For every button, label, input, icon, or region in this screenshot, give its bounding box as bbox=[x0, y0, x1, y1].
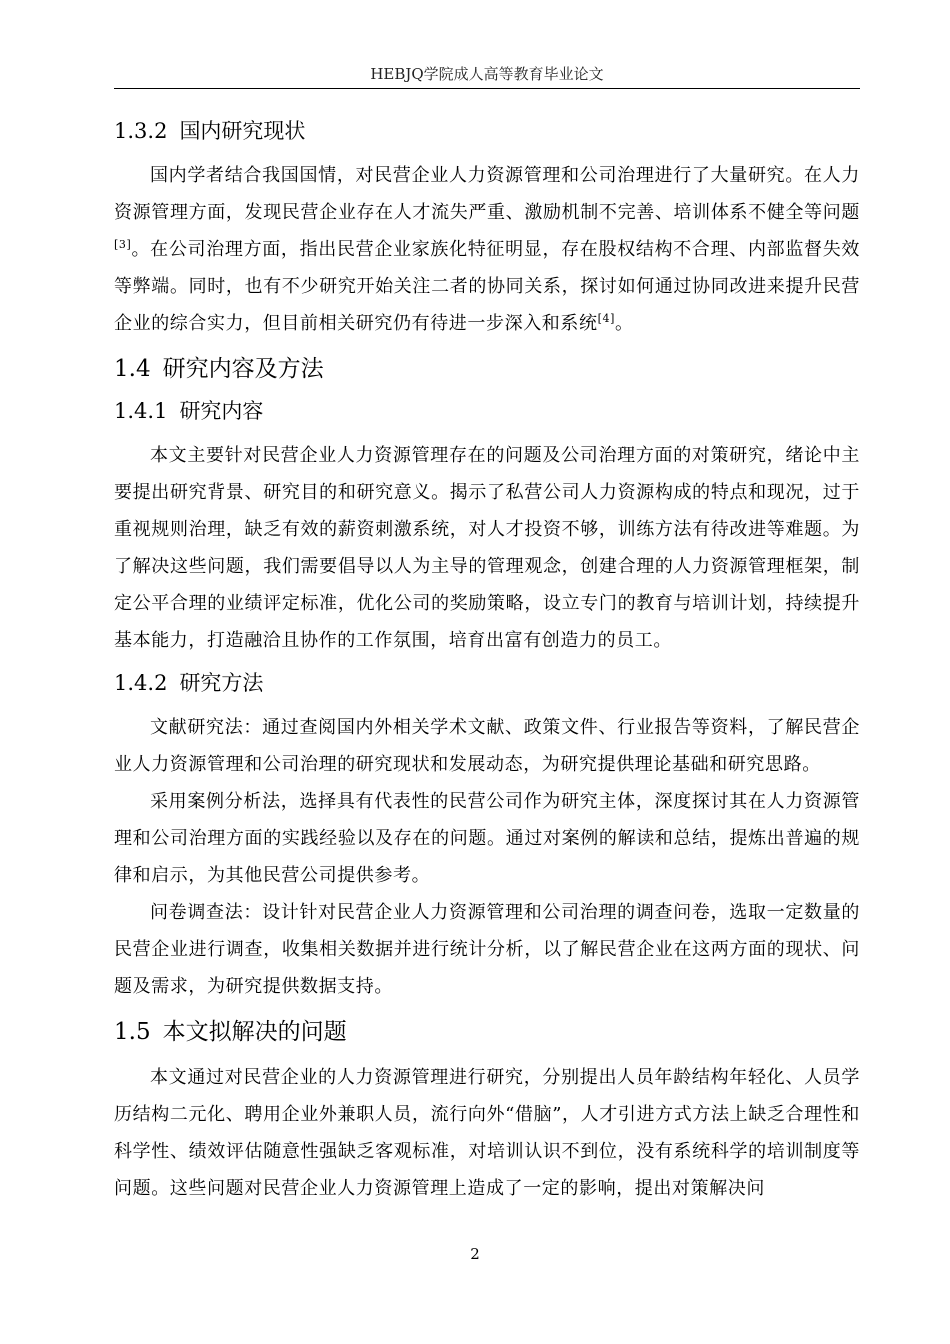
heading-1-3-2 bbox=[114, 116, 860, 146]
page-number: 2 bbox=[470, 1245, 480, 1263]
paragraph-literature-method: 文献研究法：通过查阅国内外相关学术文献、政策文件、行业报告等资料，了解民营企业人力资源管理和公司治理的研究现状和发展动态，为研究提供理论基础和研究思路。 bbox=[114, 717, 860, 775]
text-run: 。在公司治理方面，指出民营企业家族化特征明显，存在股权结构不合理、内部监督失效等弊端。同时，也有不少研究开始关注二者的协同关系，探讨如何通过协同改进来提升民营企业的综合实力，但目前相关研究仍有待进一步深入和系统 bbox=[114, 239, 860, 334]
section-title: 本文拟解决的问题 bbox=[162, 1019, 347, 1045]
text-run: 。 bbox=[615, 313, 634, 334]
section-title: 研究内容及方法 bbox=[162, 356, 324, 382]
citation-4: [4] bbox=[597, 312, 615, 325]
paragraph-case-method: 采用案例分析法，选择具有代表性的民营公司作为研究主体，深度探讨其在人力资源管理和公司治理方面的实践经验以及存在的问题。通过对案例的解读和总结，提炼出普遍的规律和启示，为其他民营公司提供参考。 bbox=[114, 791, 860, 886]
section-number: 1.5 bbox=[114, 1019, 151, 1045]
paragraph-problems: 本文通过对民营企业的人力资源管理进行研究，分别提出人员年龄结构年轻化、人员学历结构二元化、聘用企业外兼职人员，流行向外“借脑”，人才引进方式方法上缺乏合理性和科学性、绩效评估随意性强缺乏客观标准，对培训认识不到位，没有系统科学的培训制度等问题。这些问题对民营企业人力资源管理上造成了一定的影响，提出对策解决问 bbox=[114, 1067, 860, 1199]
section-title: 研究方法 bbox=[179, 671, 264, 695]
heading-1-4 bbox=[114, 353, 860, 385]
page-body bbox=[114, 116, 860, 1207]
citation-3: [3] bbox=[114, 238, 132, 251]
section-number: 1.4.2 bbox=[114, 671, 168, 695]
paragraph-domestic-research bbox=[114, 157, 860, 342]
header-rule bbox=[114, 88, 860, 89]
section-number: 1.3.2 bbox=[114, 119, 168, 143]
paragraph-research-content: 本文主要针对民营企业人力资源管理存在的问题及公司治理方面的对策研究，绪论中主要提出研究背景、研究目的和研究意义。揭示了私营公司人力资源构成的特点和现况，过于重视规则治理，缺乏有效的薪资刺激系统，对人才投资不够，训练方法有待改进等难题。为了解决这些问题，我们需要倡导以人为主导的管理观念，创建合理的人力资源管理框架，制定公平合理的业绩评定标准，优化公司的奖励策略，设立专门的教育与培训计划，持续提升基本能力，打造融洽且协作的工作氛围，培育出富有创造力的员工。 bbox=[114, 445, 860, 651]
heading-1-4-2 bbox=[114, 668, 860, 698]
heading-1-5 bbox=[114, 1016, 860, 1048]
section-number: 1.4.1 bbox=[114, 399, 168, 423]
text-run: 国内学者结合我国国情，对民营企业人力资源管理和公司治理进行了大量研究。在人力资源管理方面，发现民营企业存在人才流失严重、激励机制不完善、培训体系不健全等问题 bbox=[114, 165, 860, 223]
section-title: 国内研究现状 bbox=[179, 119, 306, 143]
heading-1-4-1 bbox=[114, 396, 860, 426]
paragraph-survey-method: 问卷调查法：设计针对民营企业人力资源管理和公司治理的调查问卷，选取一定数量的民营企业进行调查，收集相关数据并进行统计分析，以了解民营企业在这两方面的现状、问题及需求，为研究提供数据支持。 bbox=[114, 902, 860, 997]
section-title: 研究内容 bbox=[179, 399, 264, 423]
running-header: HEBJQ学院成人高等教育毕业论文 bbox=[370, 65, 604, 83]
section-number: 1.4 bbox=[114, 356, 151, 382]
